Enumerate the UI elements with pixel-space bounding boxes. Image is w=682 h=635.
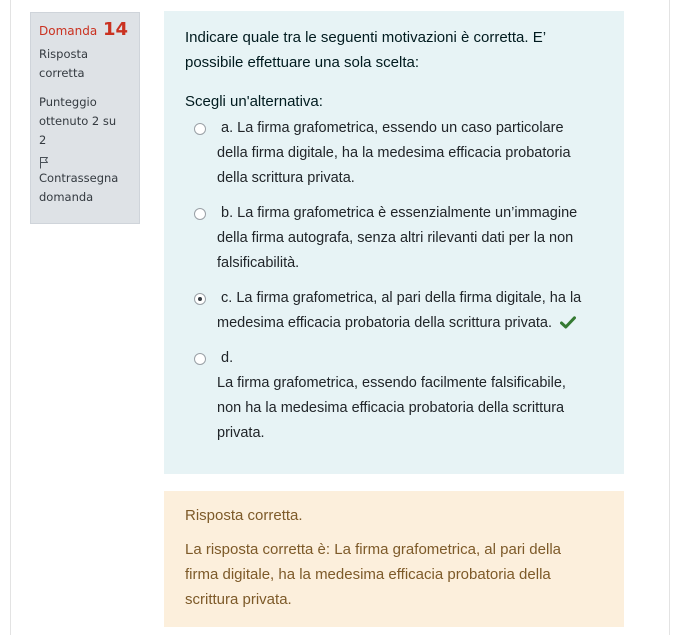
- right-answer: [185, 537, 604, 612]
- answer-letter: a.: [221, 120, 234, 136]
- answer-letter: b.: [221, 205, 234, 221]
- state-line: Risposta: [39, 47, 89, 61]
- answer-letter: d.: [221, 350, 234, 366]
- answer-line: della scrittura privata.: [217, 170, 355, 186]
- question-number: 14: [103, 19, 129, 40]
- flag-icon[interactable]: [39, 156, 49, 169]
- answer-radio-b[interactable]: [194, 208, 206, 220]
- flag-question-toggle[interactable]: [39, 156, 131, 207]
- feedback-box: [164, 491, 624, 627]
- answer-line: privata.: [217, 425, 265, 441]
- answer-line: medesima efficacia probatoria della scrittura privata.: [217, 315, 553, 331]
- answer-letter: c.: [221, 290, 233, 306]
- answer-text-d[interactable]: [217, 346, 604, 446]
- question-text-line: Indicare quale tra le seguenti motivazioni è corretta. E’: [185, 29, 547, 46]
- answer-option-a[interactable]: [185, 116, 604, 191]
- answer-radio-d[interactable]: [194, 353, 206, 365]
- answer-line: della firma autografa, senza altri rilevanti dati per la non: [217, 230, 574, 246]
- answer-text-c[interactable]: [217, 286, 604, 336]
- question-label: Domanda: [39, 24, 98, 38]
- answer-prompt: Scegli un'alternativa:: [185, 93, 323, 110]
- right-answer-line: scrittura privata.: [185, 591, 292, 608]
- answer-option-c[interactable]: [185, 286, 604, 336]
- specific-feedback: Risposta corretta.: [185, 507, 303, 524]
- answer-line: non ha la medesima efficacia probatoria della scrittura: [217, 400, 565, 416]
- answer-text-b[interactable]: [217, 201, 604, 276]
- question-state: [39, 45, 131, 83]
- answer-line: La firma grafometrica, essendo un caso particolare: [237, 120, 564, 136]
- question-text-line: possibile effettuare una sola scelta:: [185, 54, 420, 71]
- question-info-panel: [30, 12, 140, 224]
- page-border-left: [10, 0, 11, 635]
- answer-radio-c[interactable]: [194, 293, 206, 305]
- answer-line: La firma grafometrica, al pari della firma digitale, ha la: [236, 290, 582, 306]
- grade-line: 2: [39, 133, 47, 147]
- question-number-heading: [39, 21, 131, 45]
- check-icon: [560, 316, 576, 329]
- state-line: corretta: [39, 66, 85, 80]
- question-formulation: [164, 11, 624, 474]
- answer-option-d[interactable]: [185, 346, 604, 446]
- answer-option-b[interactable]: [185, 201, 604, 276]
- grade-line: ottenuto 2 su: [39, 114, 117, 128]
- page-border-right: [669, 0, 670, 635]
- answer-list: [185, 116, 604, 446]
- answer-line: della firma digitale, ha la medesima efficacia probatoria: [217, 145, 571, 161]
- answer-text-a[interactable]: [217, 116, 604, 191]
- flag-label[interactable]: domanda: [39, 190, 94, 204]
- flag-label[interactable]: Contrassegna: [39, 171, 119, 185]
- question-grade: [39, 93, 131, 150]
- right-answer-line: firma digitale, ha la medesima efficacia probatoria della: [185, 566, 551, 583]
- answer-line: La firma grafometrica, essendo facilmente falsificabile,: [217, 375, 566, 391]
- question-text: [185, 25, 604, 75]
- answer-line: falsificabilità.: [217, 255, 300, 271]
- answer-radio-a[interactable]: [194, 123, 206, 135]
- answer-line: La firma grafometrica è essenzialmente un’immagine: [237, 205, 578, 221]
- right-answer-line: La risposta corretta è: La firma grafometrica, al pari della: [185, 541, 562, 558]
- grade-line: Punteggio: [39, 95, 97, 109]
